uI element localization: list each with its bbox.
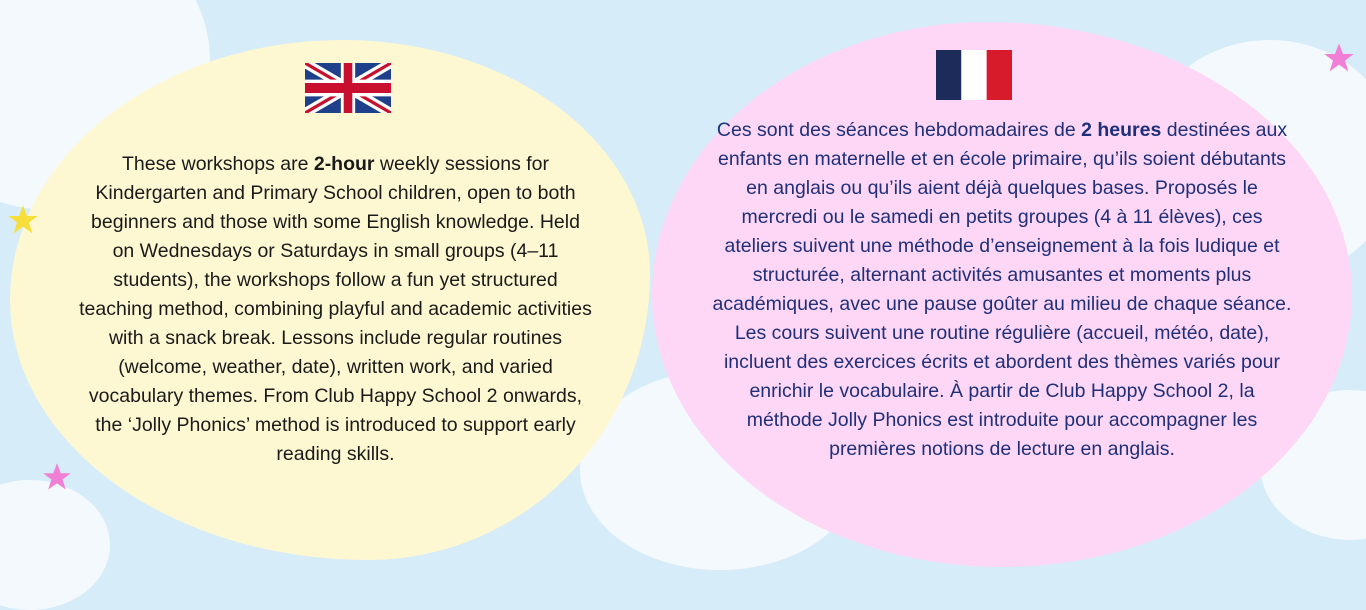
pink-star-icon: [1323, 42, 1355, 74]
french-text-rest: destinées aux enfants en maternelle et en école primaire, qu’ils soient débutants en anglais ou qu’ils aient déjà quelques bases. Proposés le mercredi ou le samedi en petits groupes (4 à 11 élèves), ces ateliers suivent une méthode d’enseignement à la fois ludique et structurée, alternant activités amusantes et moments plus académiques, avec une pause goûter au milieu de chaque séance. Les cours suivent une routine régulière (accueil, météo, date), incluent des exercices écrits et abordent des thèmes variés pour enrichir le vocabulaire. À partir de Club Happy School 2, la méthode Jolly Phonics est introduite pour accompagner les premières notions de lecture en anglais.: [712, 119, 1292, 460]
french-text-start: Ces sont des séances hebdomadaires de: [716, 119, 1082, 141]
french-description: [712, 116, 1292, 464]
english-text-rest: weekly sessions for Kindergarten and Primary School children, open to both beginners and those with some English knowledge. Held on Wednesdays or Saturdays in small groups (4–11 students), the workshops follow a fun yet structured teaching method, combining playful and academic activities with a snack break. Lessons include regular routines (welcome, weather, date), written work, and varied vocabulary themes. From Club Happy School 2 onwards, the ‘Jolly Phonics’ method is introduced to support early reading skills.: [79, 153, 592, 465]
french-duration-bold: 2 heures: [1081, 119, 1162, 141]
yellow-star-icon: [6, 204, 40, 236]
uk-flag-icon: [305, 63, 391, 113]
english-duration-bold: 2-hour: [313, 153, 375, 175]
cloud-bottom-left: [0, 480, 110, 610]
france-flag-icon: [936, 50, 1012, 100]
english-text-start: These workshops are: [122, 153, 314, 175]
english-description: [78, 150, 593, 469]
pink-star-icon: [42, 462, 72, 492]
